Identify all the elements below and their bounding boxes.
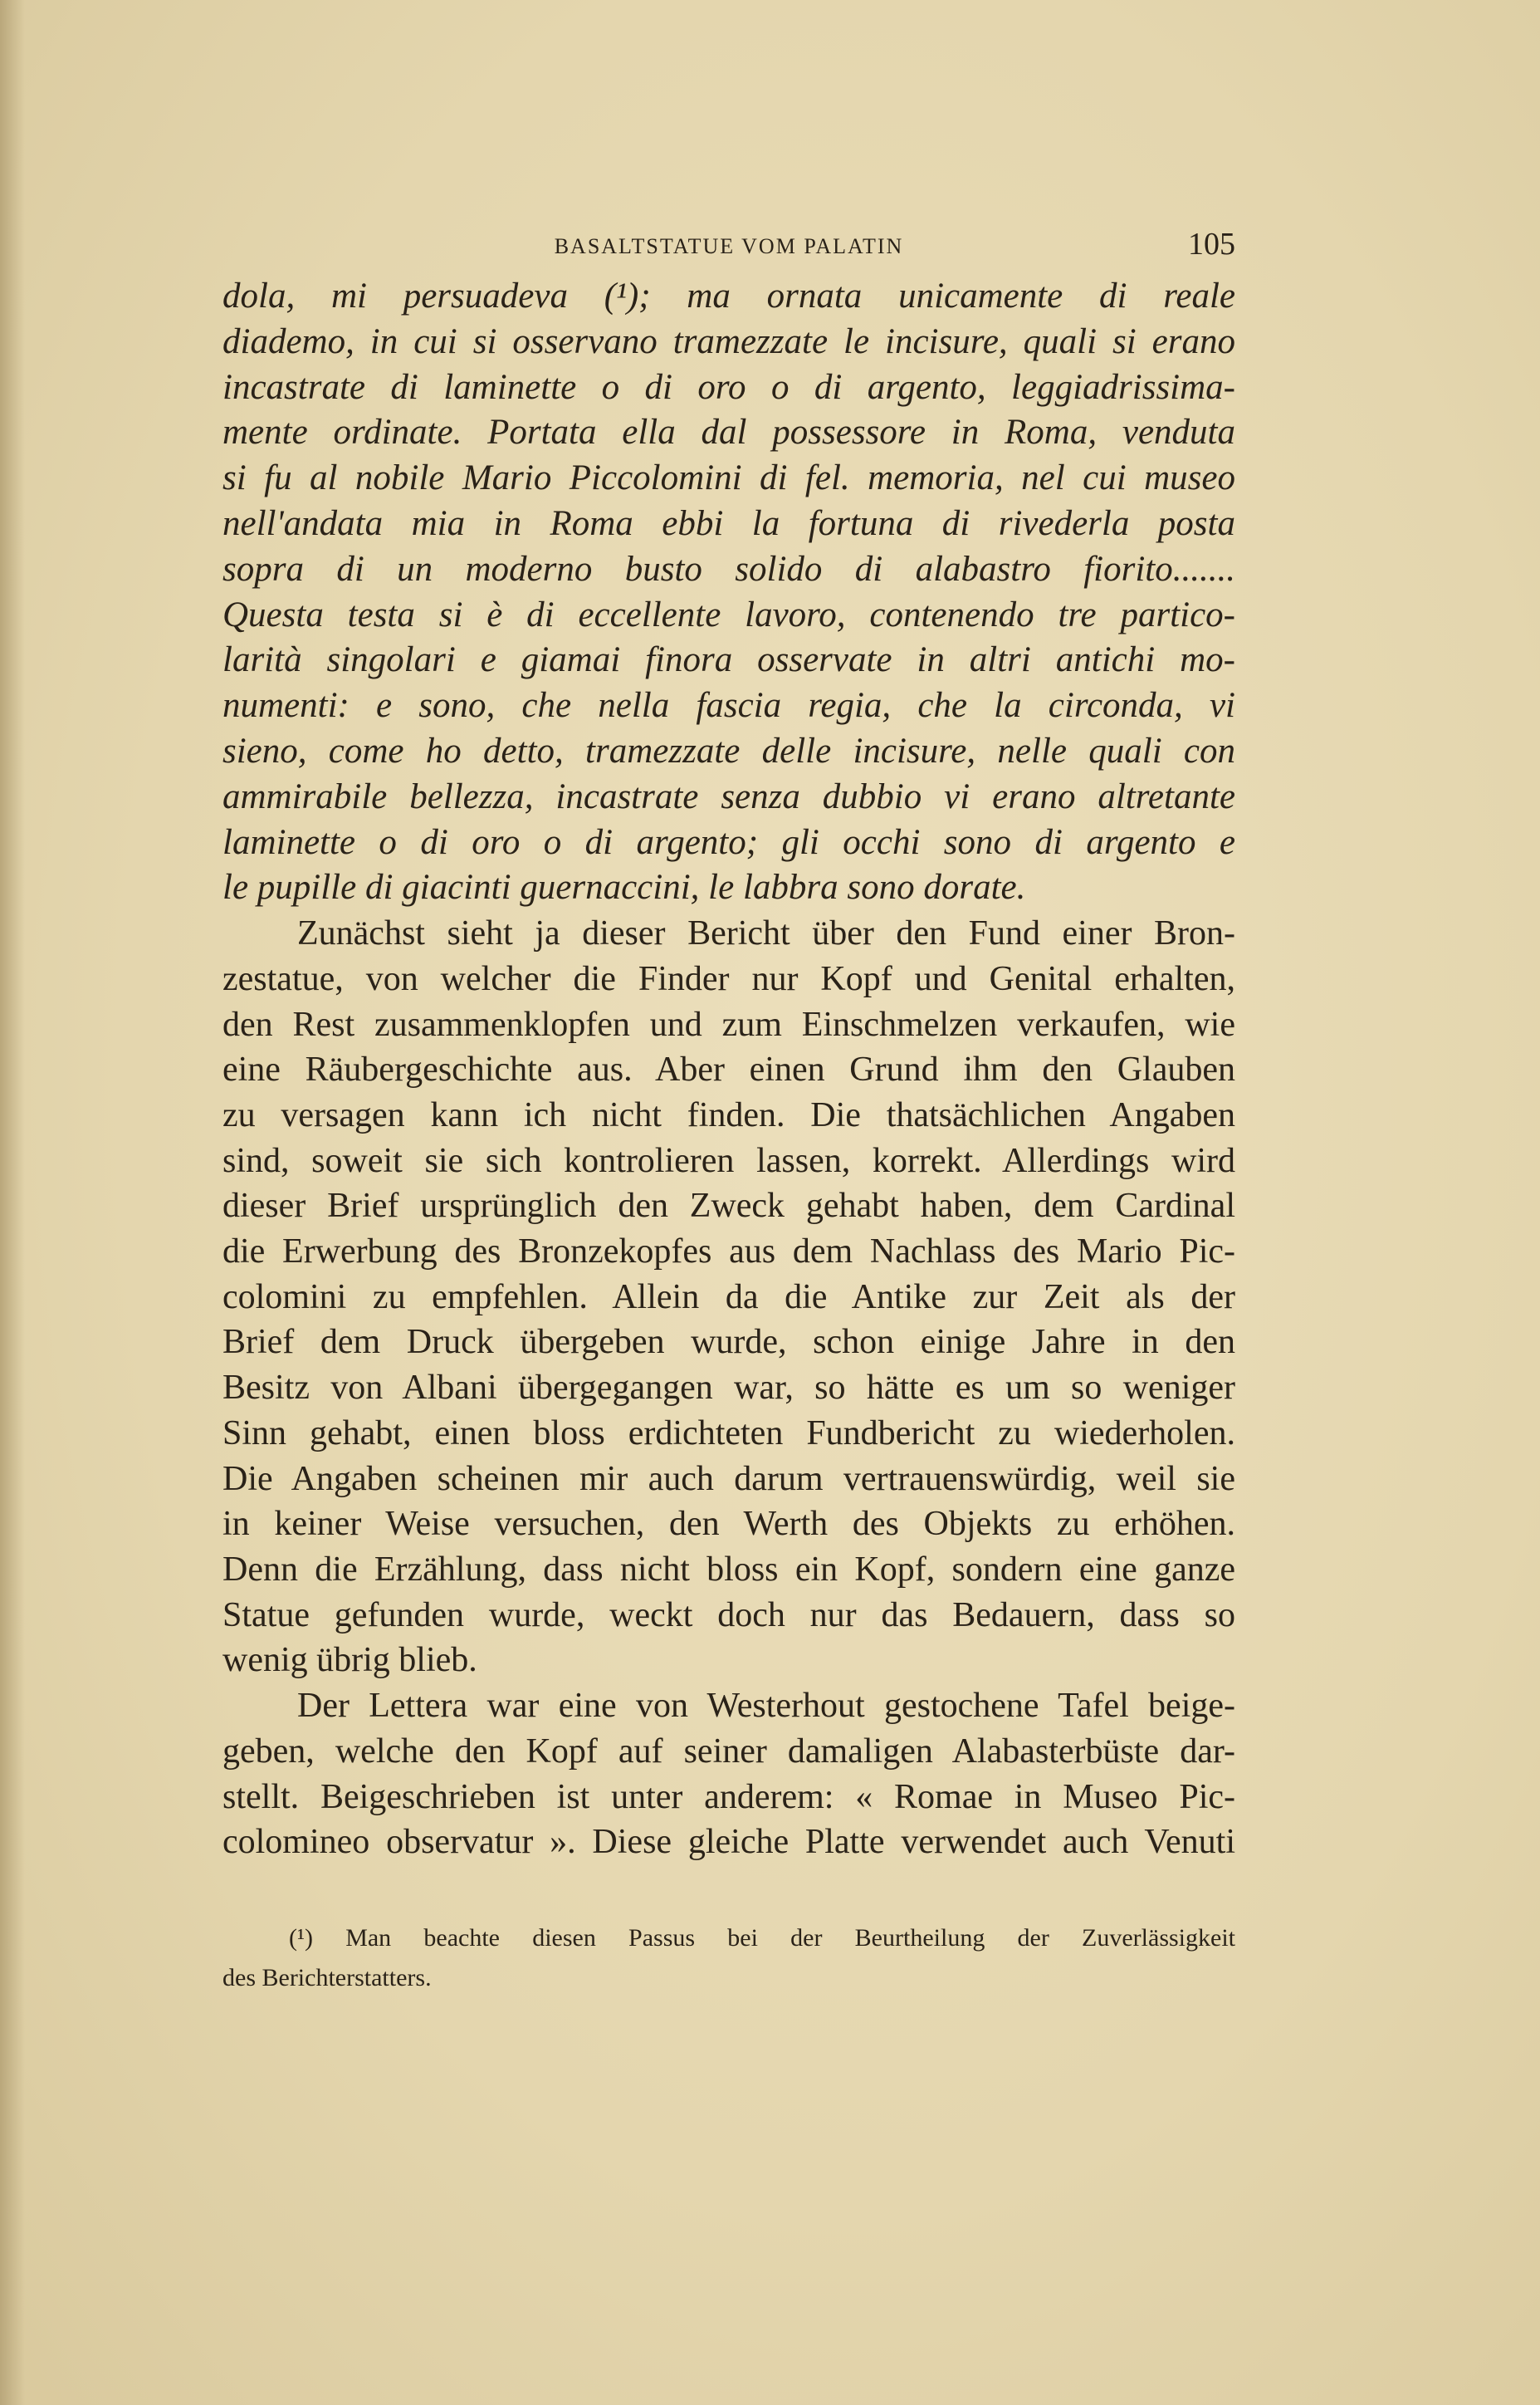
paragraph-line: Die Angaben scheinen mir auch darum vertrauenswürdig, weil sie — [222, 1459, 1235, 1498]
running-title: BASALTSTATUE VOM PALATIN — [554, 234, 904, 258]
quote-line: numenti: e sono, che nella fascia regia, che la circonda, vi — [222, 686, 1235, 726]
paragraph-line: Besitz von Albani übergegangen war, so hätte es um so weniger — [222, 1369, 1235, 1408]
paragraph-line: stellt. Beigeschrieben ist unter anderem: « Romae in Museo Pic- — [222, 1777, 1235, 1816]
paragraph-line: sind, soweit sie sich kontrolieren lassen, korrekt. Allerdings wird — [222, 1141, 1235, 1180]
paragraph-line: Zunächst sieht ja dieser Bericht über den Fund einer Bron- — [297, 914, 1235, 953]
quote-line: Questa testa si è di eccellente lavoro, contenendo tre partico- — [222, 595, 1235, 634]
main-text — [222, 274, 1235, 1865]
quote-line: incastrate di laminette o di oro o di argento, leggiadrissima- — [222, 367, 1235, 407]
paragraph-line: dieser Brief ursprünglich den Zweck gehabt haben, dem Cardinal — [222, 1187, 1235, 1226]
quote-line: dola, mi persuadeva (¹); ma ornata unicamente di reale — [222, 277, 1235, 316]
quote-line: laminette o di oro o di argento; gli occhi sono di argento e — [222, 822, 1235, 862]
paragraph-line: in keiner Weise versuchen, den Werth des Objekts zu erhöhen. — [222, 1505, 1235, 1544]
quote-line: mente ordinate. Portata ella dal possessore in Roma, venduta — [222, 413, 1235, 453]
paragraph-line: Denn die Erzählung, dass nicht bloss ein Kopf, sondern eine ganze — [222, 1550, 1235, 1589]
paragraph-1 — [222, 911, 1235, 1683]
paragraph-line: Statue gefunden wurde, weckt doch nur das Bedauern, dass so — [222, 1595, 1235, 1634]
paragraph-line: zu versagen kann ich nicht finden. Die thatsächlichen Angaben — [222, 1095, 1235, 1134]
paragraph-line: wenig übrig blieb. — [222, 1641, 477, 1680]
page-number: 105 — [1188, 227, 1235, 262]
paragraph-2 — [222, 1683, 1235, 1865]
paragraph-line: geben, welche den Kopf auf seiner damaligen Alabasterbüste dar- — [222, 1732, 1235, 1771]
footnotes — [222, 1918, 1235, 1998]
paragraph-line: zestatue, von welcher die Finder nur Kopf und Genital erhalten, — [222, 959, 1235, 998]
paragraph-line: die Erwerbung des Bronzekopfes aus dem Nachlass des Mario Pic- — [222, 1232, 1235, 1271]
paragraph-line: Brief dem Druck übergeben wurde, schon einige Jahre in den — [222, 1323, 1235, 1362]
quote-line: larità singolari e giamai finora osservate in altri antichi mo- — [222, 640, 1235, 680]
paragraph-line: colomineo observatur ». Diese gleiche Platte verwendet auch Venuti — [222, 1823, 1235, 1862]
paragraph-line: Sinn gehabt, einen bloss erdichteten Fundbericht zu wiederholen. — [222, 1413, 1235, 1452]
quote-line: sieno, come ho detto, tramezzate delle incisure, nelle quali con — [222, 731, 1235, 771]
page-header — [222, 226, 1235, 267]
footnote-line: (¹) Man beachte diesen Passus bei der Beurtheilung der Zuverlässigkeit — [289, 1924, 1235, 1952]
quote-line: diademo, in cui si osservano tramezzate le incisure, quali si erano — [222, 321, 1235, 361]
paragraph-line: colomini zu empfehlen. Allein da die Antike zur Zeit als der — [222, 1277, 1235, 1316]
footnote-line: des Berichterstatters. — [222, 1964, 432, 1991]
quote-line: sopra di un moderno busto solido di alabastro fiorito....... — [222, 549, 1235, 589]
quote-line: si fu al nobile Mario Piccolomini di fel. memoria, nel cui museo — [222, 458, 1235, 498]
paragraph-line: den Rest zusammenklopfen und zum Einschmelzen verkaufen, wie — [222, 1005, 1235, 1044]
quote-line: nell'andata mia in Roma ebbi la fortuna di rivederla posta — [222, 503, 1235, 543]
quote-line: le pupille di giacinti guernaccini, le labbra sono dorate. — [222, 868, 1026, 908]
paragraph-line: eine Räubergeschichte aus. Aber einen Grund ihm den Glauben — [222, 1051, 1235, 1090]
quote-line: ammirabile bellezza, incastrate senza dubbio vi erano altretante — [222, 776, 1235, 816]
italian-quotation — [222, 274, 1235, 911]
paragraph-line: Der Lettera war eine von Westerhout gestochene Tafel beige- — [297, 1687, 1235, 1726]
